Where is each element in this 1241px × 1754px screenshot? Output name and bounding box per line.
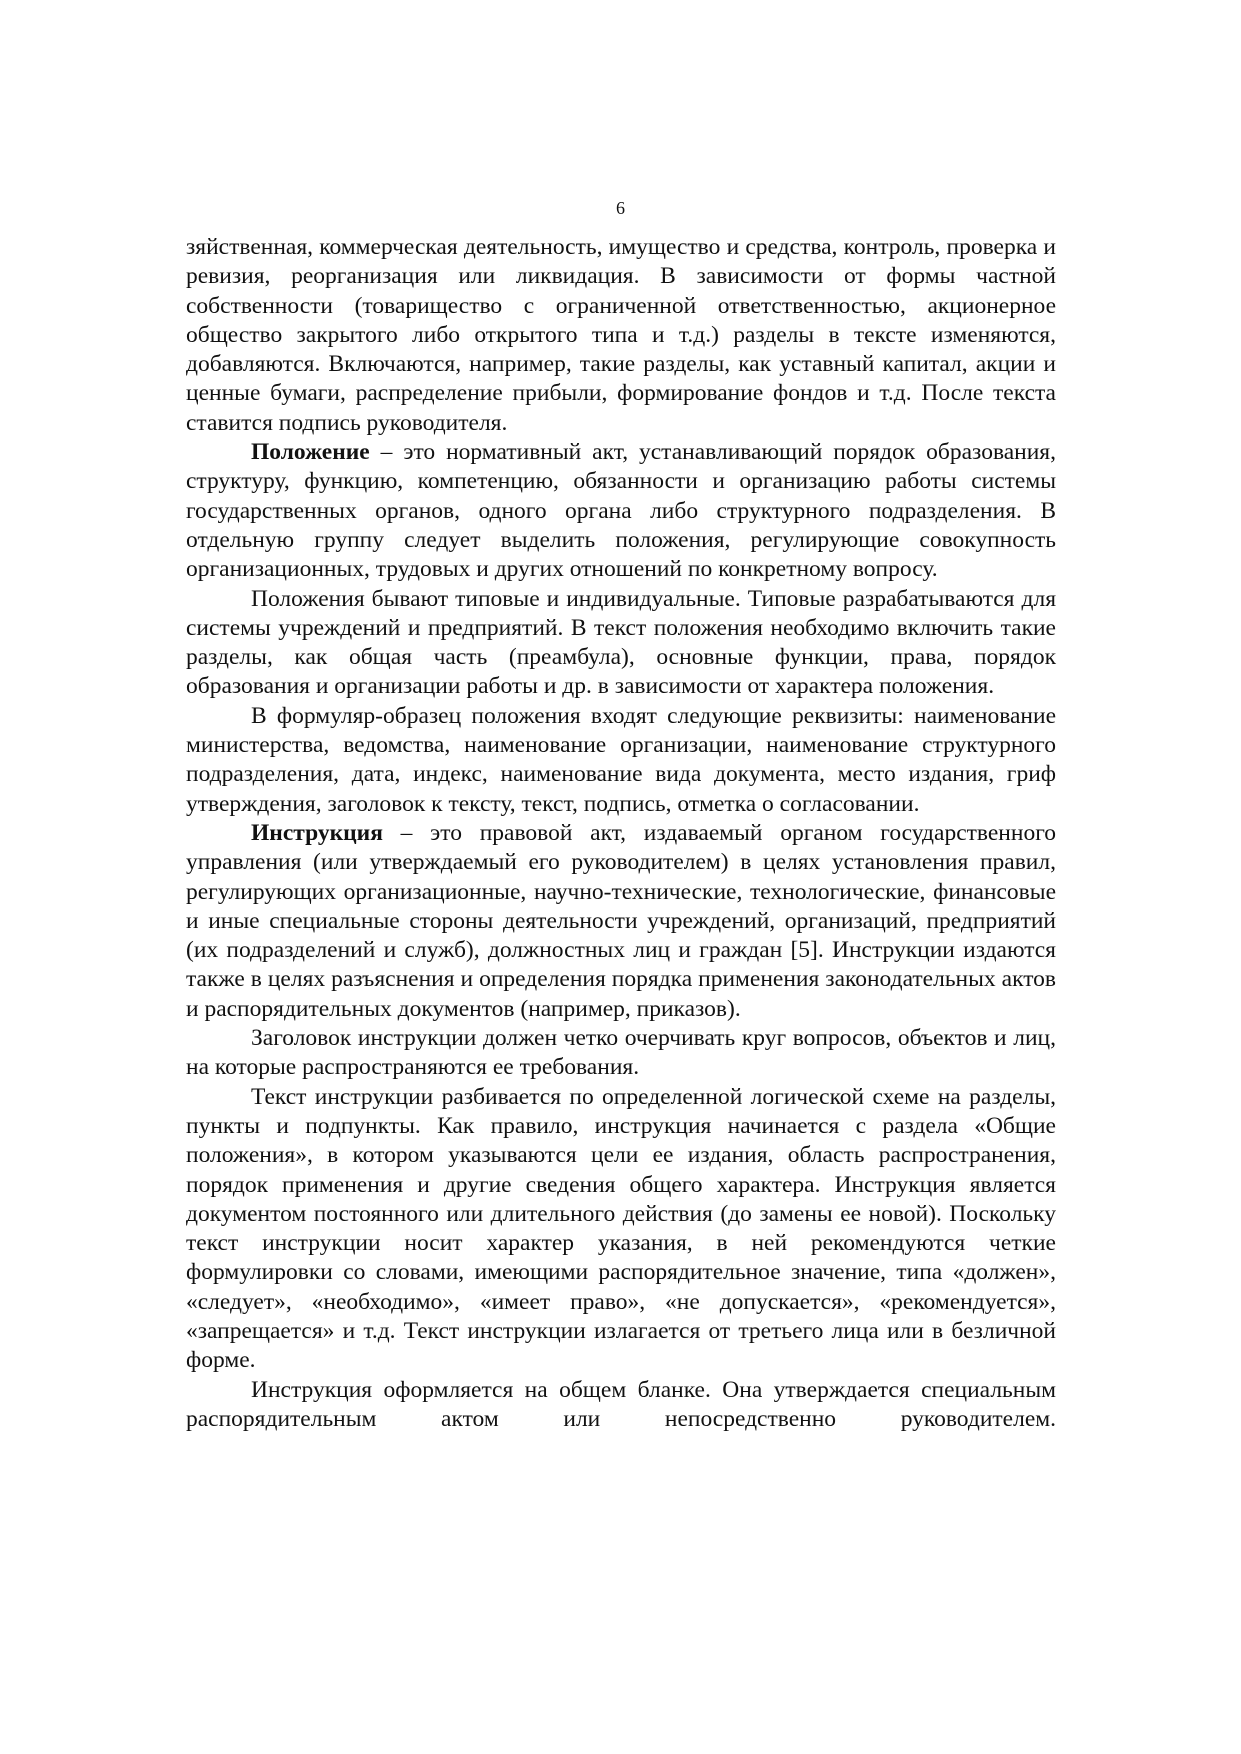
paragraph-text: – это правовой акт, издаваемый органом государственного управления (или утверждаемый его руководителем) в целях установления правил, регулирующих организационные, научно-технические, технологические, финансовые и иные специальные стороны деятельности учреждений, организаций, предприятий (их подразделений и служб), должностных лиц и граждан [5]. Инструкции издаются также в целях разъяснения и определения порядка применения законодательных актов и распорядительных документов (например, приказов). <box>186 819 1056 1022</box>
paragraph-continuation <box>186 233 1056 438</box>
term-polozhenie: Положение <box>251 439 370 466</box>
term-instruktsiya: Инструкция <box>251 819 383 846</box>
paragraph-text: Положения бывают типовые и индивидуальные. Типовые разрабатываются для системы учреждений и предприятий. В текст положения необходимо включить такие разделы, как общая часть (преамбула), основные функции, права, порядок образования и организации работы и др. в зависимости от характера положения. <box>186 585 1056 700</box>
paragraph-instruktsiya-title <box>186 1024 1056 1083</box>
paragraph-text: зяйственная, коммерческая деятельность, имущество и средства, контроль, проверка и ревизия, реорганизация или ликвидация. В зависимости от формы частной собственности (товарищество с ограниченной ответственностью, акционерное общество закрытого либо открытого типа и т.д.) разделы в тексте изменяются, добавляются. Включаются, например, такие разделы, как уставный капитал, акции и ценные бумаги, распределение прибыли, формирование фондов и т.д. После текста ставится подпись руководителя. <box>186 234 1056 436</box>
paragraph-instruktsiya-blank <box>186 1376 1056 1435</box>
paragraph-polozhenie-requisites <box>186 702 1056 819</box>
paragraph-text: – это нормативный акт, устанавливающий порядок образования, структуру, функцию, компетенцию, обязанности и организацию работы системы государственных органов, одного органа либо структурного подразделения. В отдельную группу следует выделить положения, регулирующие совокупность организационных, трудовых и других отношений по конкретному вопросу. <box>186 439 1056 583</box>
paragraph-text: Инструкция оформляется на общем бланке. Она утверждается специальным распорядительным актом или непосредственно руководителем. <box>186 1376 1056 1432</box>
paragraph-polozhenie-definition <box>186 438 1056 584</box>
paragraph-text: Текст инструкции разбивается по определенной логической схеме на разделы, пункты и подпункты. Как правило, инструкция начинается с раздела «Общие положения», в котором указываются цели ее издания, область распространения, порядок применения и другие сведения общего характера. Инструкция является документом постоянного или длительного действия (до замены ее новой). Поскольку текст инструкции носит характер указания, в ней рекомендуются четкие формулировки со словами, имеющими распорядительное значение, типа «должен», «следует», «необходимо», «имеет право», «не допускается», «рекомендуется», «запрещается» и т.д. Текст инструкции излагается от третьего лица или в безличной форме. <box>186 1083 1056 1374</box>
paragraph-text: Заголовок инструкции должен четко очерчивать круг вопросов, объектов и лиц, на которые распространяются ее требования. <box>186 1025 1056 1081</box>
body-text <box>186 233 1056 1434</box>
paragraph-instruktsiya-definition <box>186 819 1056 1024</box>
page-number: 6 <box>616 198 625 218</box>
paragraph-polozhenie-types <box>186 585 1056 702</box>
paragraph-instruktsiya-structure <box>186 1083 1056 1376</box>
paragraph-text: В формуляр-образец положения входят следующие реквизиты: наименование министерства, ведомства, наименование организации, наименование структурного подразделения, дата, индекс, наименование вида документа, место издания, гриф утверждения, заголовок к тексту, текст, подпись, отметка о согласовании. <box>186 702 1056 817</box>
